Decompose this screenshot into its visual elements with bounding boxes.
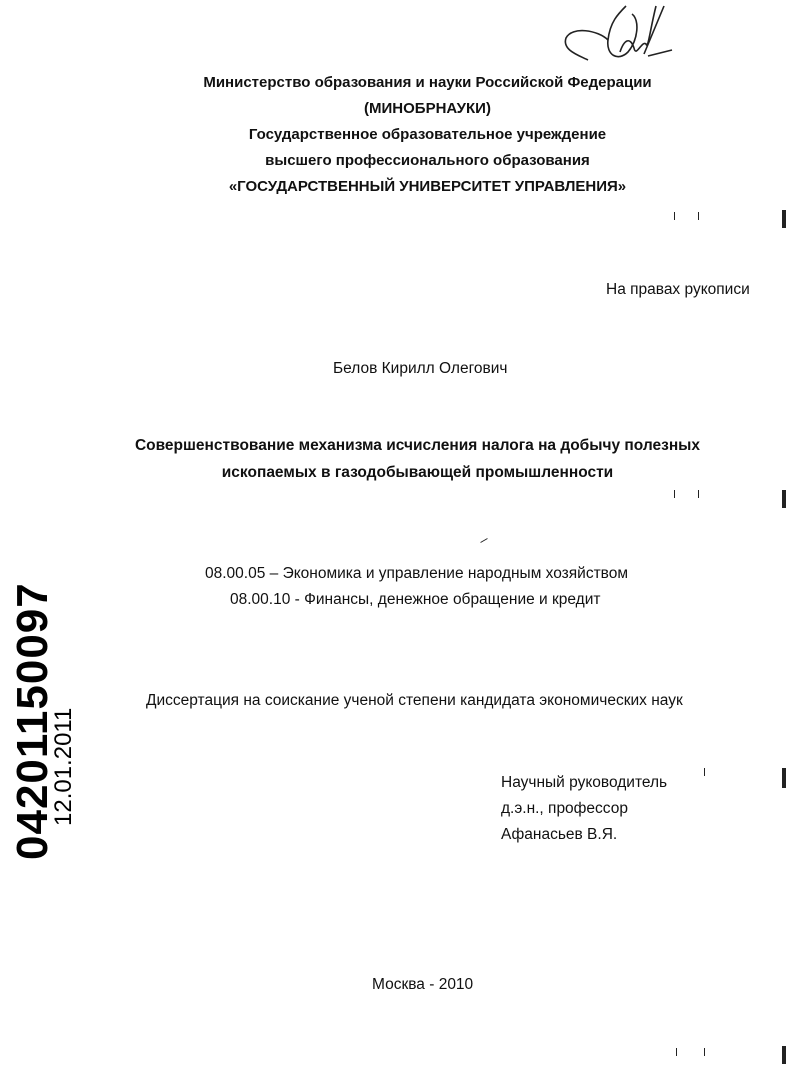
ministry-header: [30, 70, 795, 200]
supervisor-degree: д.э.н., профессор: [501, 800, 628, 817]
archive-code: 04201150097: [8, 582, 57, 860]
header-abbreviation-line: (МИНОБРНАУКИ): [364, 100, 491, 117]
archive-date: 12.01.2011: [50, 707, 77, 826]
header-education-level-line: высшего профессионального образования: [265, 152, 590, 169]
title-line-2: ископаемых в газодобывающей промышленности: [221, 464, 614, 481]
city-year: Москва - 2010: [372, 976, 474, 993]
scan-mark: [676, 1048, 677, 1056]
header-ministry-line: Министерство образования и науки Российской Федерации: [203, 74, 652, 91]
scan-mark: [782, 1046, 786, 1064]
scan-mark: [698, 212, 699, 220]
scan-mark: [704, 768, 705, 776]
header-university-name-line: «ГОСУДАРСТВЕННЫЙ УНИВЕРСИТЕТ УПРАВЛЕНИЯ»: [228, 178, 627, 195]
supervisor-block: [501, 770, 667, 848]
scan-mark: [704, 1048, 705, 1056]
scan-mark: [782, 490, 786, 508]
scan-mark: [782, 768, 786, 788]
specialty-2: 08.00.10 - Финансы, денежное обращение и кредит: [230, 591, 601, 608]
signature-image: [548, 0, 678, 80]
scan-mark: [782, 210, 786, 228]
degree-statement: Диссертация на соискание ученой степени кандидата экономических наук: [146, 692, 683, 709]
header-institution-type-line: Государственное образовательное учреждение: [248, 126, 607, 143]
supervisor-name: Афанасьев В.Я.: [501, 826, 618, 843]
author-name: Белов Кирилл Олегович: [333, 360, 508, 377]
rights-note: На правах рукописи: [606, 281, 750, 298]
dissertation-title: [20, 432, 795, 486]
supervisor-label: Научный руководитель: [501, 774, 668, 791]
scan-mark: [674, 212, 675, 220]
specialty-1: 08.00.05 – Экономика и управление народным хозяйством: [205, 565, 629, 582]
scan-mark: [674, 490, 675, 498]
scan-mark: [698, 490, 699, 498]
title-line-1: Совершенствование механизма исчисления налога на добычу полезных: [134, 437, 701, 454]
scan-mark: [480, 538, 487, 543]
